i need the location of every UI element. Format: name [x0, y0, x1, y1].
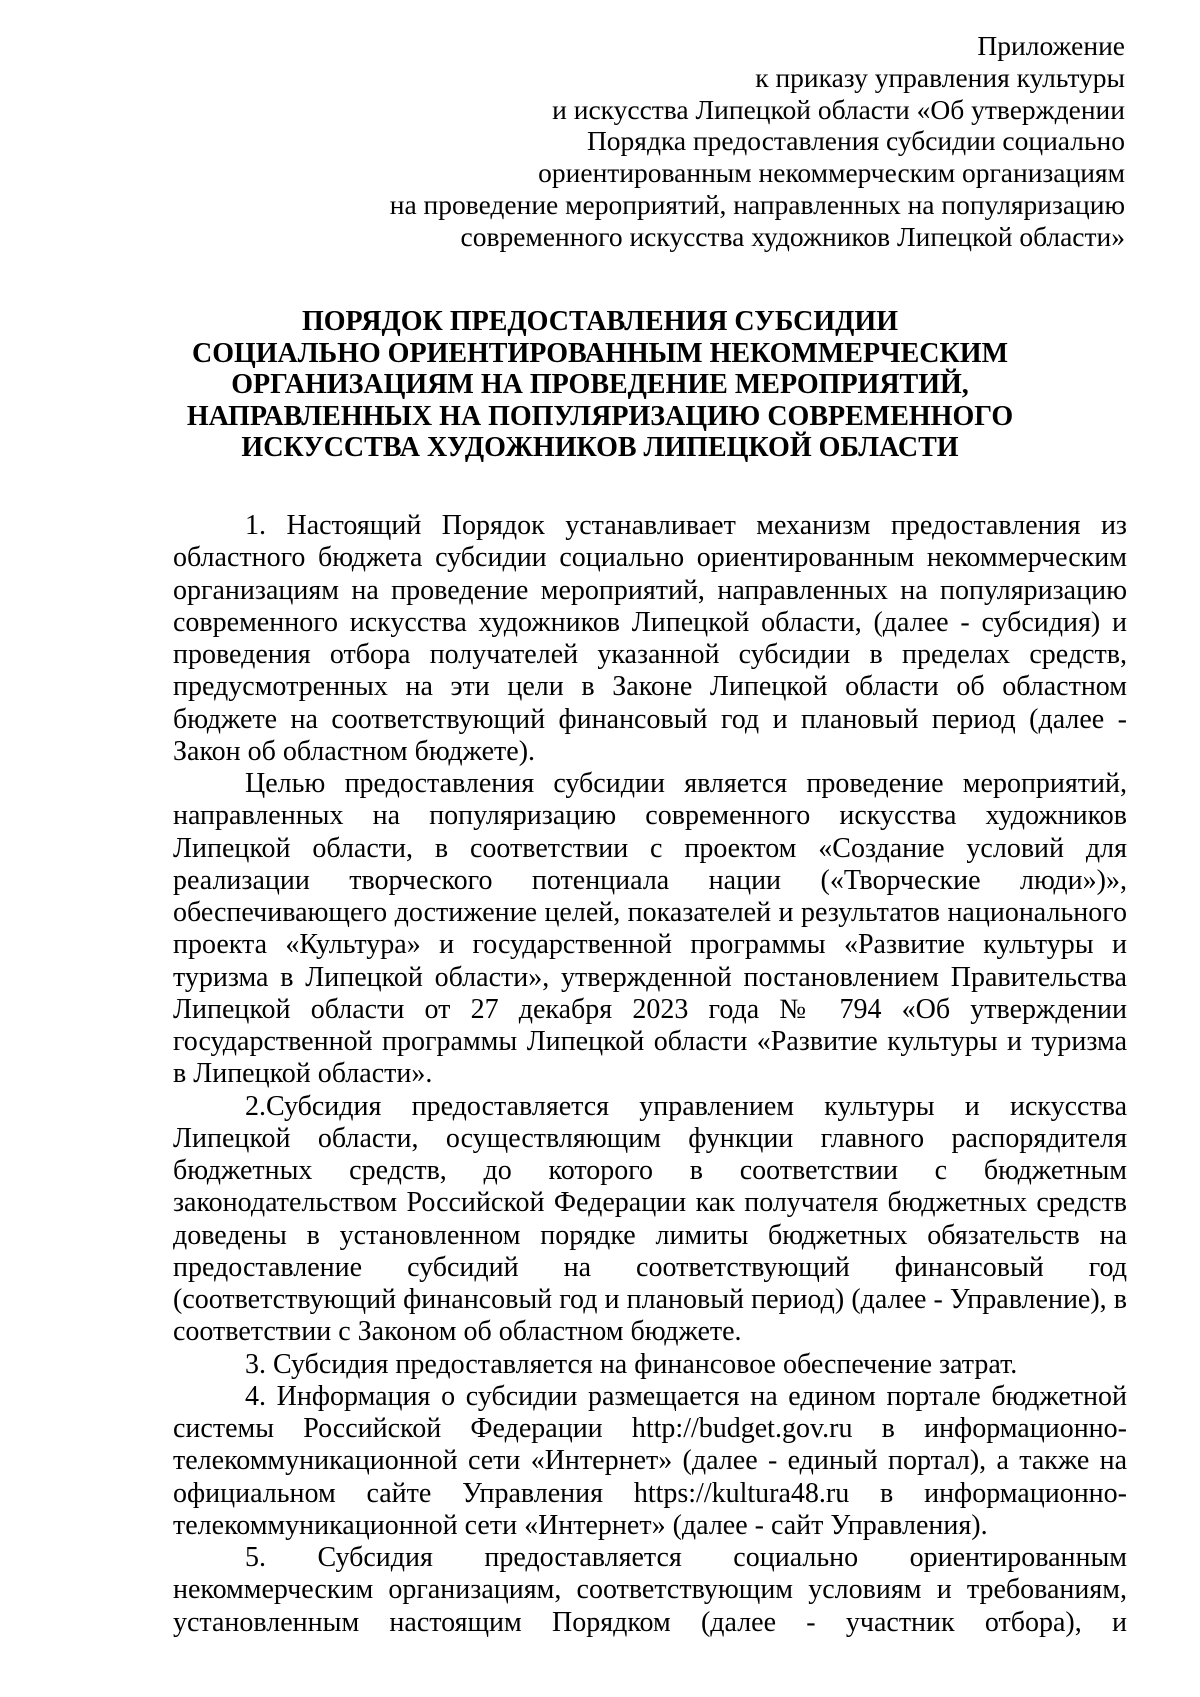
appendix-line: к приказу управления культуры — [755, 61, 1125, 93]
appendix-line: Приложение — [977, 30, 1125, 61]
title-line: ПОРЯДОК ПРЕДОСТАВЛЕНИЯ СУБСИДИИ — [302, 306, 898, 337]
document-title — [150, 306, 1050, 464]
appendix-line: ориентированным некоммерческим организациям — [538, 157, 1125, 189]
paragraph-2: 2.Субсидия предоставляется управлением культуры и искусства Липецкой области, осуществляющим функции главного распорядителя бюджетных средств, до которого в соответствии с бюджетным законодательством Российской Федерации как получателя бюджетных средств доведены в установленном порядке лимиты бюджетных обязательств на предоставление субсидий на соответствующий финансовый год (соответствующий финансовый год и плановый период) (далее - Управление), в соответствии с Законом об областном бюджете. — [173, 1090, 1127, 1348]
title-line: ИСКУССТВА ХУДОЖНИКОВ ЛИПЕЦКОЙ ОБЛАСТИ — [241, 432, 959, 463]
appendix-line: на проведение мероприятий, направленных на популяризацию — [389, 188, 1125, 220]
appendix-header — [325, 30, 1125, 253]
appendix-line: Порядка предоставления субсидии социально — [586, 125, 1125, 157]
document-body — [173, 510, 1127, 1639]
title-line: ОРГАНИЗАЦИЯМ НА ПРОВЕДЕНИЕ МЕРОПРИЯТИЙ, — [231, 369, 969, 400]
paragraph-goal: Целью предоставления субсидии является проведение мероприятий, направленных на популяризацию современного искусства художников Липецкой области, в соответствии с проектом «Создание условий для реализации творческого потенциала нации («Творческие люди»)», обеспечивающего достижение целей, показателей и результатов национального проекта «Культура» и государственной программы «Развитие культуры и туризма в Липецкой области», утвержденной постановлением Правительства Липецкой области от 27 декабря 2023 года № 794 «Об утверждении государственной программы Липецкой области «Развитие культуры и туризма в Липецкой области». — [173, 768, 1127, 1090]
appendix-line: и искусства Липецкой области «Об утверждении — [552, 93, 1125, 125]
appendix-line: современного искусства художников Липецкой области» — [460, 220, 1125, 252]
paragraph-3: 3. Субсидия предоставляется на финансовое обеспечение затрат. — [245, 1348, 1018, 1380]
title-line: НАПРАВЛЕННЫХ НА ПОПУЛЯРИЗАЦИЮ СОВРЕМЕННОГО — [186, 400, 1014, 432]
paragraph-1: 1. Настоящий Порядок устанавливает механизм предоставления из областного бюджета субсидии социально ориентированным некоммерческим организациям на проведение мероприятий, направленных на популяризацию современного искусства художников Липецкой области, (далее - субсидия) и проведения отбора получателей указанной субсидии в пределах средств, предусмотренных на эти цели в Законе Липецкой области об областном бюджете на соответствующий финансовый год и плановый период (далее - Закон об областном бюджете). — [173, 510, 1127, 767]
paragraph-4: 4. Информация о субсидии размещается на едином портале бюджетной системы Российской Федерации http://budget.gov.ru в информационно-телекоммуникационной сети «Интернет» (далее - единый портал), а также на официальном сайте Управления https://kultura48.ru в информационно-телекоммуникационной сети «Интернет» (далее - сайт Управления). — [173, 1380, 1127, 1541]
paragraph-5: 5. Субсидия предоставляется социально ориентированным некоммерческим организациям, соответствующим условиям и требованиям, установленным настоящим Порядком (далее - участник отбора), и — [173, 1542, 1127, 1638]
title-line: СОЦИАЛЬНО ОРИЕНТИРОВАННЫМ НЕКОММЕРЧЕСКИМ — [191, 337, 1009, 369]
